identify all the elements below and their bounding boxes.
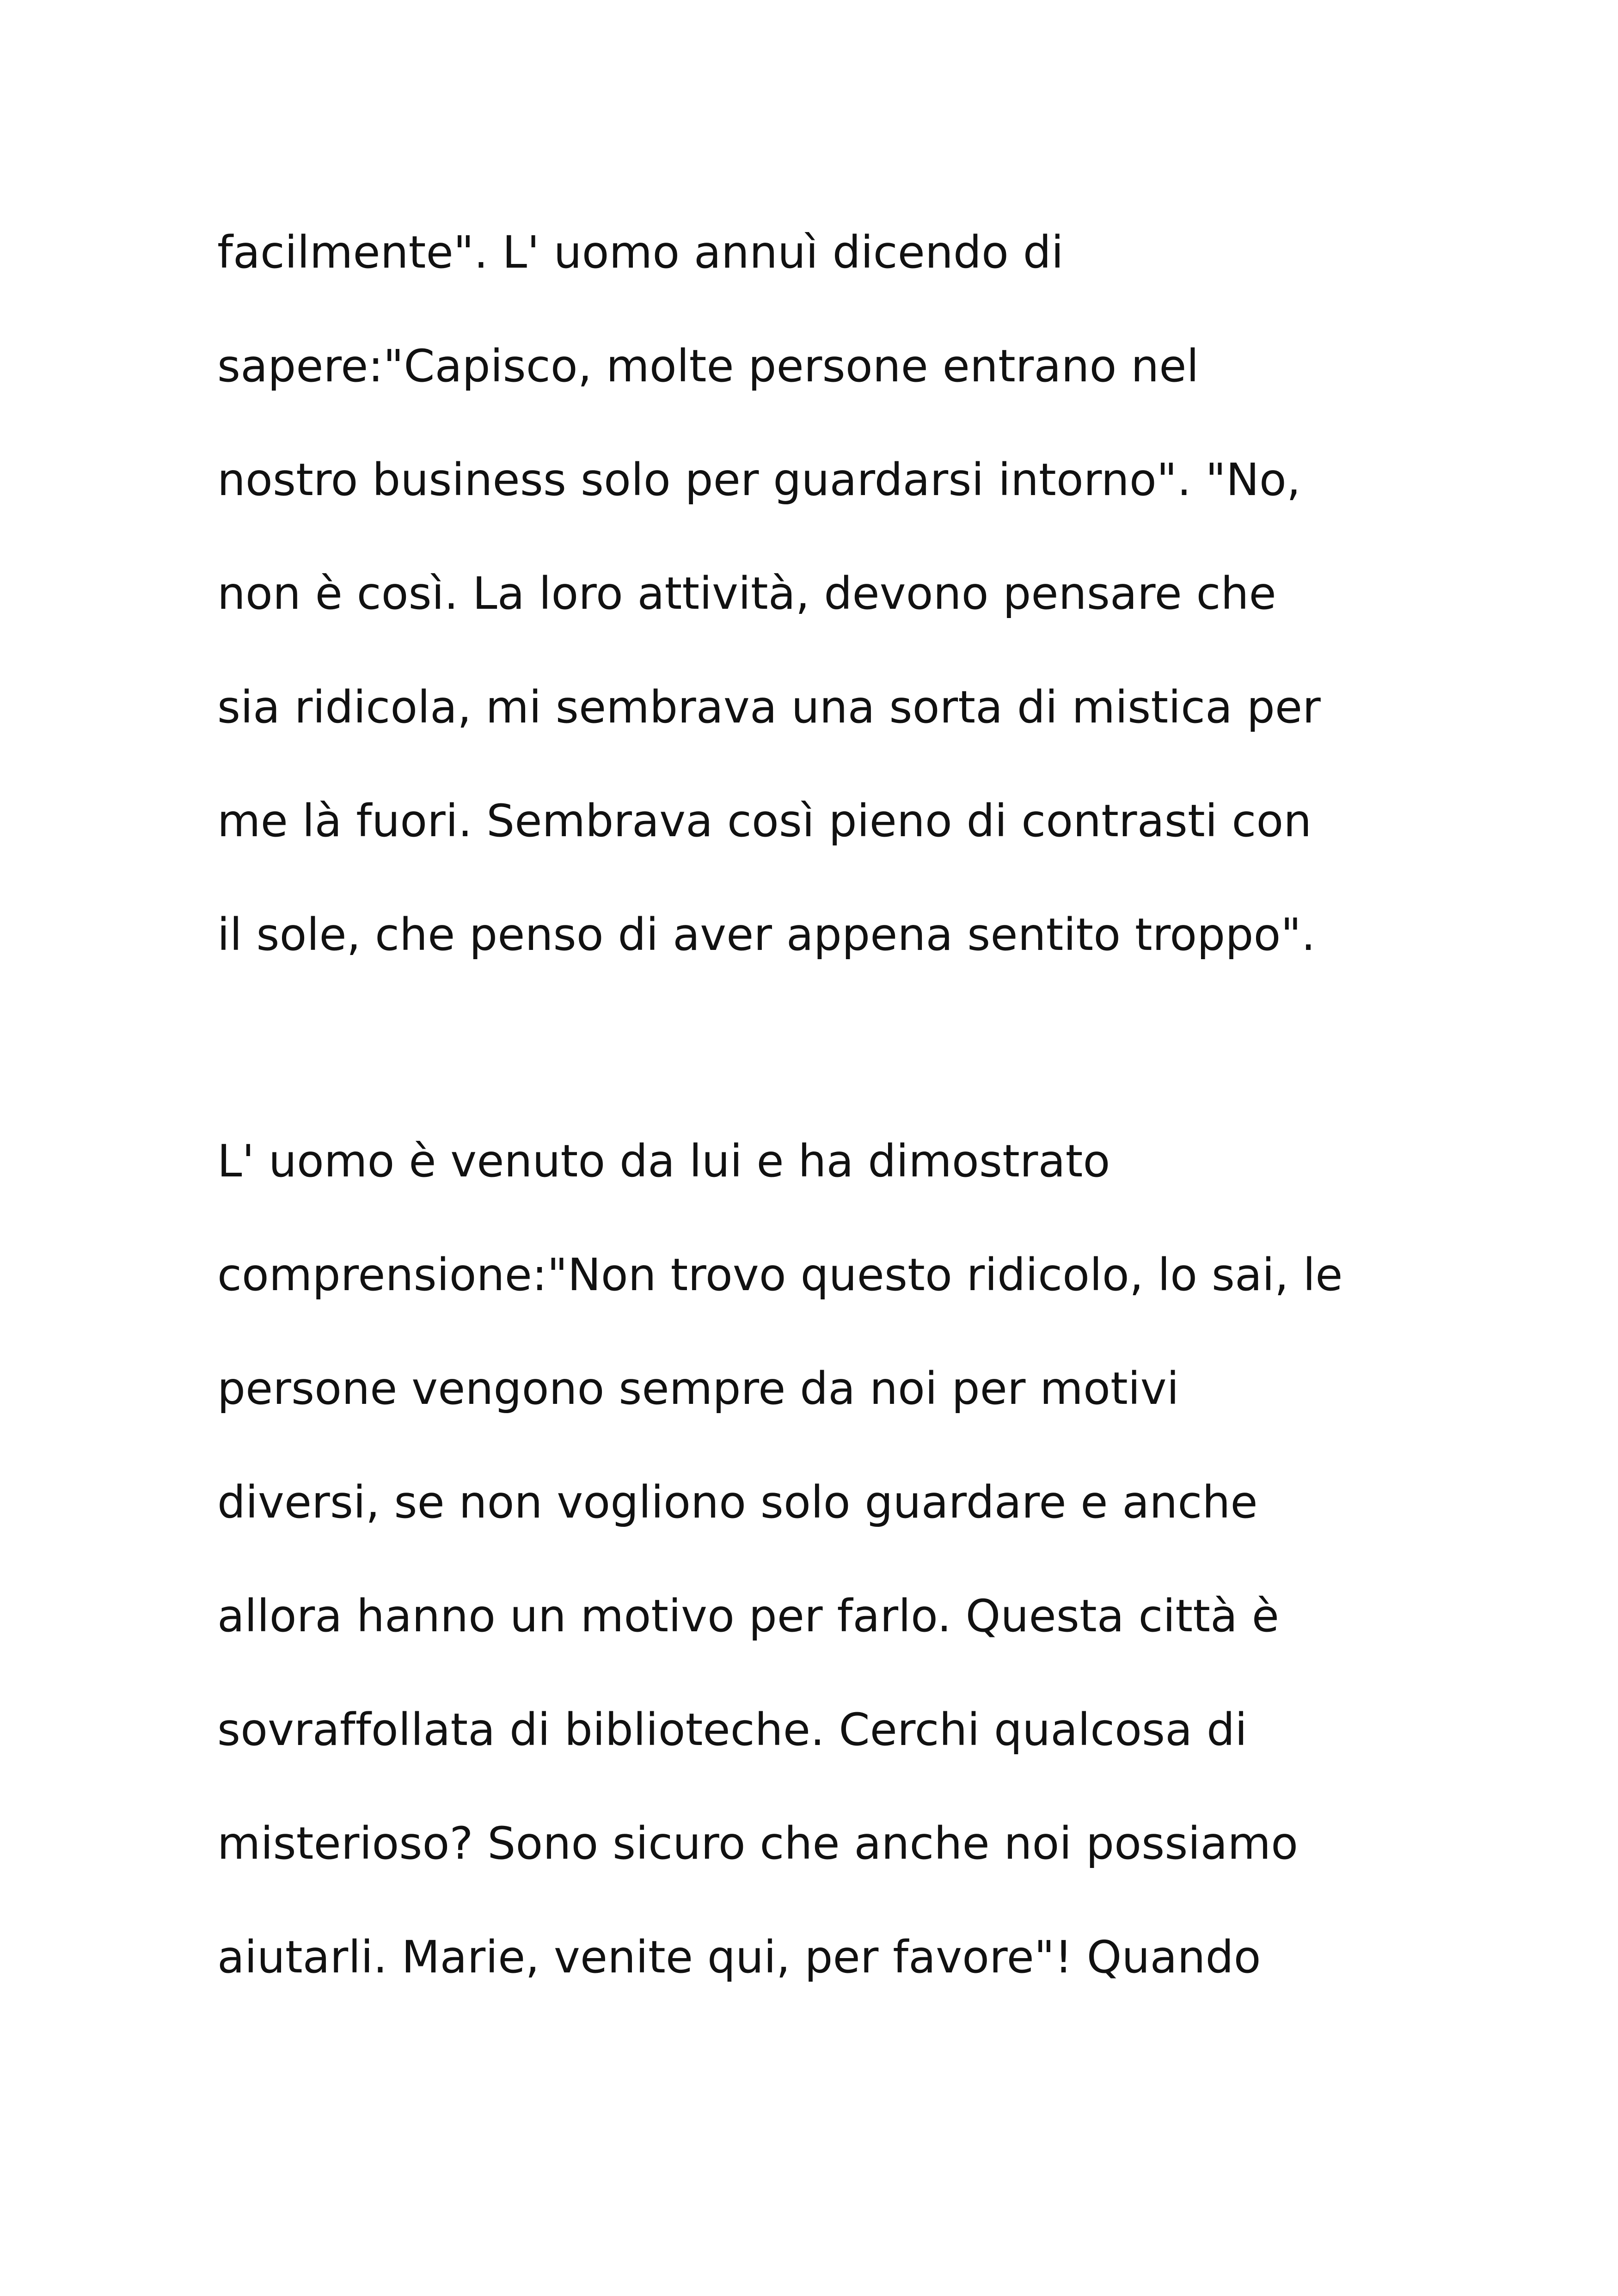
paragraph-2 xyxy=(217,1104,1419,2014)
text-line: aiutarli. Marie, venite qui, per favore"! Quando xyxy=(217,1931,1261,1983)
text-line: non è così. La loro attività, devono pensare che xyxy=(217,568,1276,619)
paragraph-1 xyxy=(217,196,1419,992)
text-line: il sole, che penso di aver appena sentito troppo". xyxy=(217,909,1316,961)
text-line: diversi, se non vogliono solo guardare e anche xyxy=(217,1476,1258,1528)
text-line: misterioso? Sono sicuro che anche noi possiamo xyxy=(217,1818,1299,1869)
text-line: sapere:"Capisco, molte persone entrano nel xyxy=(217,340,1199,392)
text-line: sovraffollata di biblioteche. Cerchi qualcosa di xyxy=(217,1704,1248,1756)
text-line: sia ridicola, mi sembrava una sorta di mistica per xyxy=(217,681,1321,733)
text-line: comprensione:"Non trovo questo ridicolo, lo sai, le xyxy=(217,1249,1343,1301)
text-line: L' uomo è venuto da lui e ha dimostrato xyxy=(217,1135,1110,1187)
text-line: me là fuori. Sembrava così pieno di contrasti con xyxy=(217,795,1312,847)
text-line: facilmente". L' uomo annuì dicendo di xyxy=(217,227,1064,278)
text-line: allora hanno un motivo per farlo. Questa città è xyxy=(217,1590,1280,1642)
text-line: nostro business solo per guardarsi intorno". "No, xyxy=(217,454,1301,506)
text-line: persone vengono sempre da noi per motivi xyxy=(217,1363,1179,1414)
